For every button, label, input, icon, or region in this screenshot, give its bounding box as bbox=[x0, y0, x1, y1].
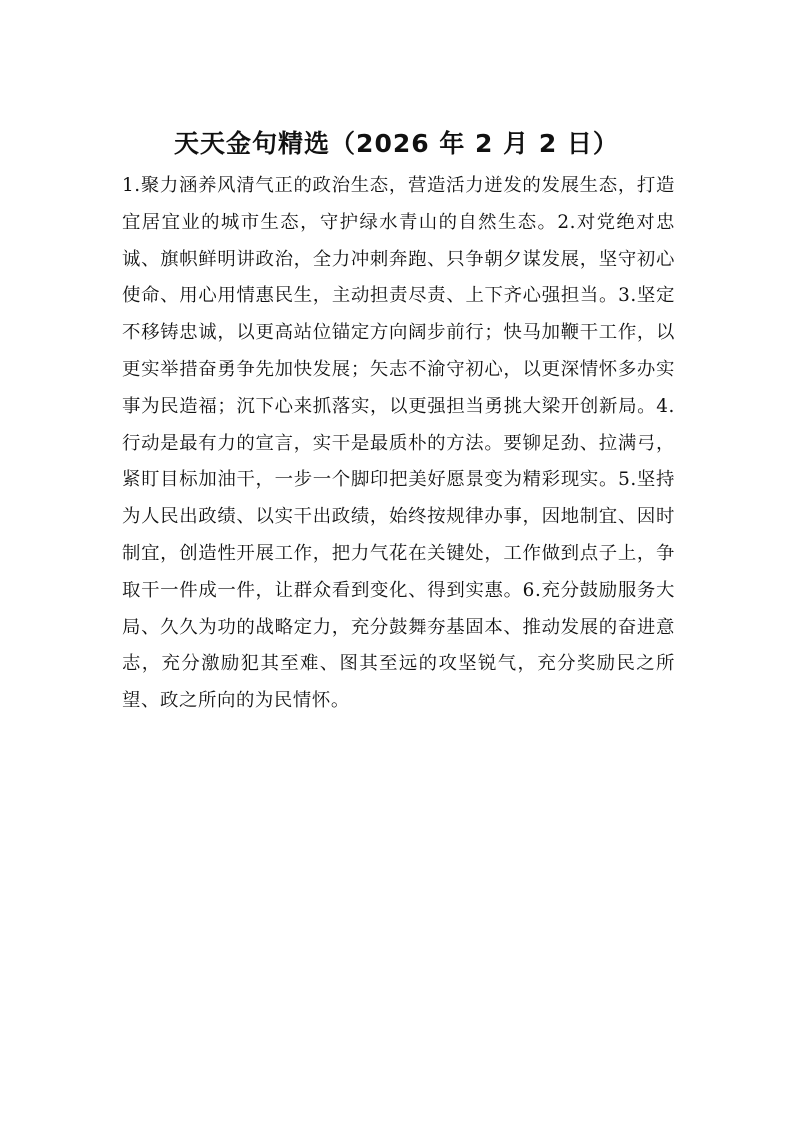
document-body-paragraph: 1.聚力涵养风清气正的政治生态，营造活力迸发的发展生态，打造宜居宜业的城市生态，守护绿水青山的自然生态。2.对党绝对忠诚、旗帜鲜明讲政治，全力冲刺奔跑、只争朝夕谋发展，坚守初心使命、用心用情惠民生，主动担责尽责、上下齐心强担当。3.坚定不移铸忠诚，以更高站位锚定方向阔步前行；快马加鞭干工作，以更实举措奋勇争先加快发展；矢志不渝守初心，以更深情怀多办实事为民造福；沉下心来抓落实，以更强担当勇挑大梁开创新局。4.行动是最有力的宣言，实干是最质朴的方法。要铆足劲、拉满弓，紧盯目标加油干，一步一个脚印把美好愿景变为精彩现实。5.坚持为人民出政绩、以实干出政绩，始终按规律办事，因地制宜、因时制宜，创造性开展工作，把力气花在关键处，工作做到点子上，争取干一件成一件，让群众看到变化、得到实惠。6.充分鼓励服务大局、久久为功的战略定力，充分鼓舞夯基固本、推动发展的奋进意志，充分激励犯其至难、图其至远的攻坚锐气，充分奖励民之所望、政之所向的为民情怀。 bbox=[122, 175, 675, 712]
document-title: 天天金句精选（2026 年 2 月 2 日） bbox=[174, 129, 619, 158]
